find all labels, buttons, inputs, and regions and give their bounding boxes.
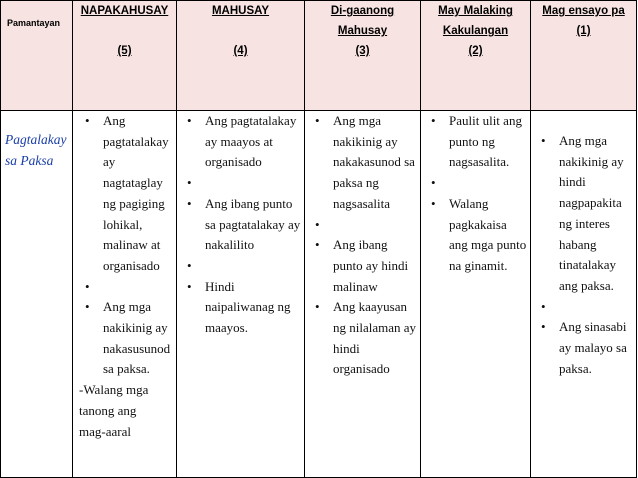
header-title-line2: Kakulangan — [442, 25, 509, 37]
header-mahusay — [177, 1, 305, 111]
cell-mahusay — [177, 111, 305, 478]
header-title: NAPAKAHUSAY — [80, 5, 169, 17]
header-title-line2: Mahusay — [337, 25, 388, 37]
spacer — [181, 256, 302, 277]
bullet-item: • Ang mga nakikinig ay nakasusunod sa paksa. — [79, 297, 172, 380]
header-title: Mag ensayo pa — [542, 5, 625, 17]
header-napakahusay — [73, 1, 177, 111]
plain-text: tanong ang — [79, 402, 137, 418]
criterion-row — [1, 111, 637, 478]
plain-text: -Walang mga — [79, 382, 149, 398]
bullet-item: • Paulit ulit ang punto ng nagsasalita. — [425, 111, 528, 173]
bullet-item: • Ang ibang punto sa pagtatalakay ay nakalilito — [181, 194, 302, 256]
header-title: Di-gaanong — [330, 5, 395, 17]
bullet-item: • Ang kaayusan ng nilalaman ay hindi organisado — [309, 297, 418, 380]
bullet-item: • Ang mga nakikinig ay nakakasunod sa paksa ng nagsasalita — [309, 111, 418, 215]
header-di-gaanong-mahusay — [305, 1, 421, 111]
header-criteria: Pamantayan — [1, 1, 73, 111]
bullet-item: • Ang pagtatalakay ay nagtataglay ng pagiging lohikal, malinaw at organisado — [79, 111, 172, 277]
cell-mag-ensayo-pa — [531, 111, 637, 478]
header-score: (5) — [117, 45, 132, 57]
spacer — [535, 297, 634, 318]
header-score: (2) — [468, 45, 483, 57]
bullet-item: • Walang pagkakaisa ang mga punto na ginamit. — [425, 194, 528, 277]
bullet-item: • Ang sinasabi ay malayo sa paksa. — [535, 317, 634, 379]
bullet-item: • Hindi naipaliwanag ng maayos. — [181, 277, 302, 339]
bullet-item: • Ang mga nakikinig ay hindi nagpapakita ng interes habang tinatalakay ang paksa. — [535, 131, 634, 297]
bullet-item: • Ang ibang punto ay hindi malinaw — [309, 235, 418, 297]
header-mag-ensayo-pa — [531, 1, 637, 111]
header-score: (3) — [355, 45, 370, 57]
header-row — [1, 1, 637, 111]
spacer — [79, 277, 172, 298]
plain-text: mag-aaral — [79, 423, 131, 439]
header-score: (1) — [576, 25, 591, 37]
bullet-item: • Ang pagtatalakay ay maayos at organisado — [181, 111, 302, 173]
header-may-malaking-kakulangan — [421, 1, 531, 111]
spacer — [181, 173, 302, 194]
header-score: (4) — [233, 45, 248, 57]
header-title: MAHUSAY — [211, 5, 270, 17]
cell-may-malaking-kakulangan — [421, 111, 531, 478]
cell-napakahusay — [73, 111, 177, 478]
header-title: May Malaking — [438, 5, 513, 17]
spacer — [425, 173, 528, 194]
criterion-name: Pagtalakay sa Paksa — [1, 111, 73, 478]
cell-di-gaanong-mahusay — [305, 111, 421, 478]
spacer — [309, 215, 418, 236]
